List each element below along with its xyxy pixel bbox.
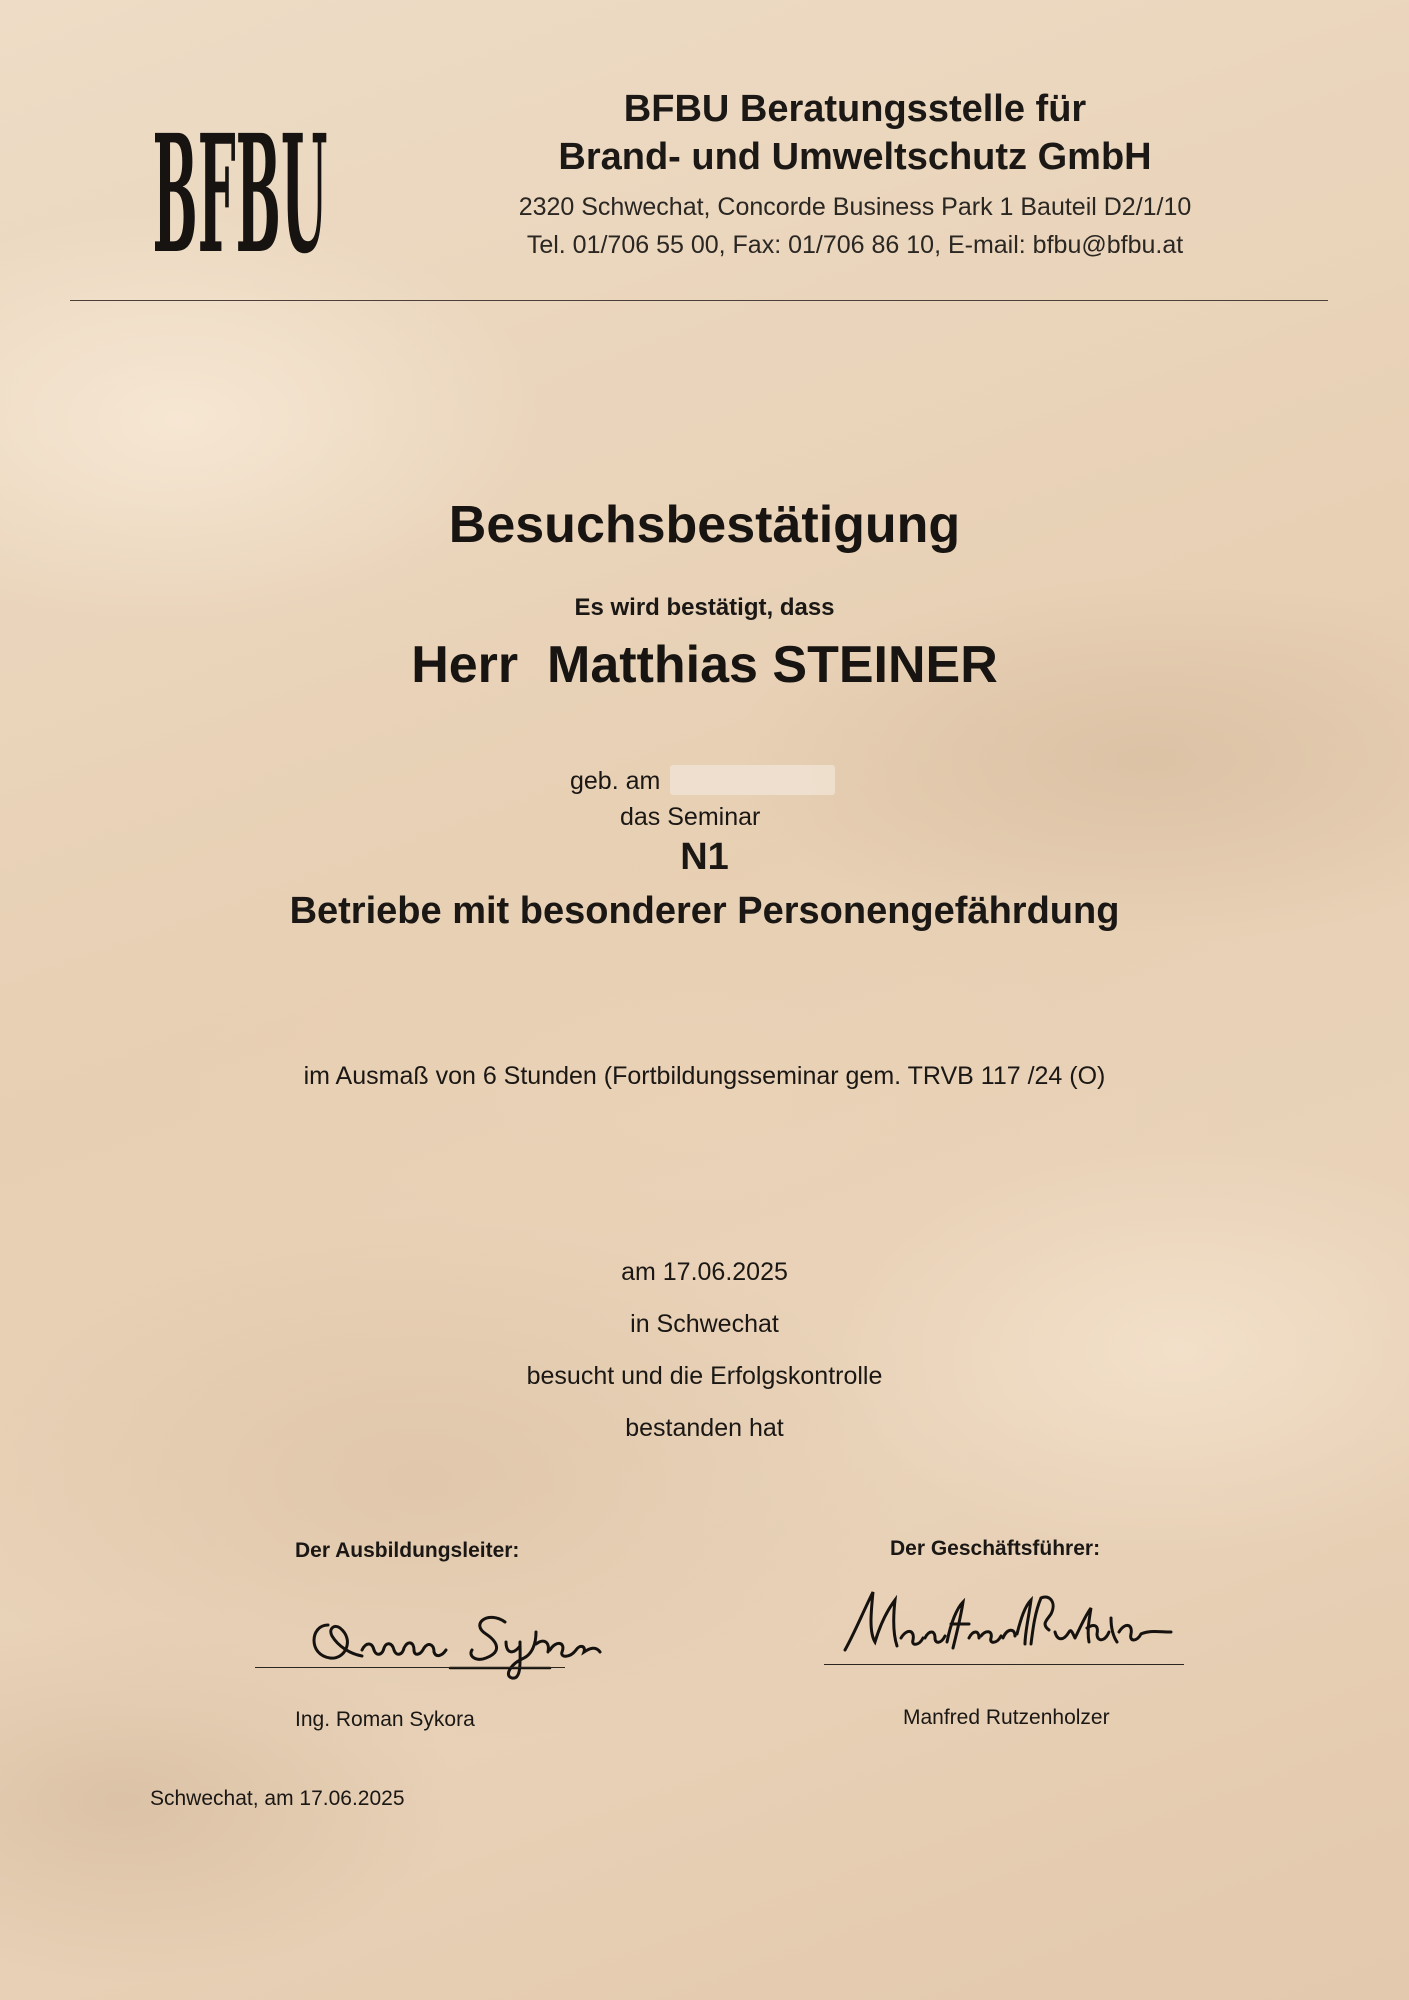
training-lead-name: Ing. Roman Sykora	[295, 1708, 475, 1731]
org-name-line2: Brand- und Umweltschutz GmbH	[558, 136, 1152, 178]
course-place: in Schwechat	[630, 1310, 779, 1338]
training-lead-role: Der Ausbildungsleiter:	[295, 1539, 520, 1562]
org-address: 2320 Schwechat, Concorde Business Park 1 Bauteil D2/1/10	[518, 193, 1192, 221]
org-name-line1: BFBU Beratungsstelle für	[623, 88, 1087, 130]
birthdate-label: geb. am	[570, 767, 661, 795]
completion-text: besucht und die Erfolgskontrolle	[526, 1362, 883, 1390]
certificate-title: Besuchsbestätigung	[448, 496, 961, 554]
course-code: N1	[680, 836, 729, 878]
managing-director-signature	[835, 1572, 1195, 1672]
course-title: Betriebe mit besonderer Personengefährdung	[289, 890, 1120, 932]
managing-director-signature-line	[824, 1664, 1184, 1665]
certificate-intro: Es wird bestätigt, dass	[574, 594, 835, 621]
training-lead-signature	[300, 1580, 640, 1680]
seminar-label: das Seminar	[620, 803, 761, 831]
svg-text:BFBU: BFBU	[152, 98, 328, 290]
header-divider	[70, 300, 1328, 301]
bfbu-logo	[140, 76, 340, 290]
training-lead-signature-line	[255, 1667, 565, 1668]
managing-director-role: Der Geschäftsführer:	[890, 1537, 1101, 1560]
managing-director-name: Manfred Rutzenholzer	[903, 1706, 1110, 1729]
course-date: am 17.06.2025	[621, 1258, 788, 1286]
course-duration: im Ausmaß von 6 Stunden (Fortbildungsseminar gem. TRVB 117 /24 (O)	[303, 1062, 1106, 1090]
passed-text: bestanden hat	[625, 1414, 784, 1442]
org-contact: Tel. 01/706 55 00, Fax: 01/706 86 10, E-mail: bfbu@bfbu.at	[526, 231, 1184, 259]
birthdate-redaction	[670, 765, 835, 795]
issue-place-date: Schwechat, am 17.06.2025	[150, 1787, 405, 1810]
participant-name: Herr Matthias STEINER	[411, 636, 998, 694]
